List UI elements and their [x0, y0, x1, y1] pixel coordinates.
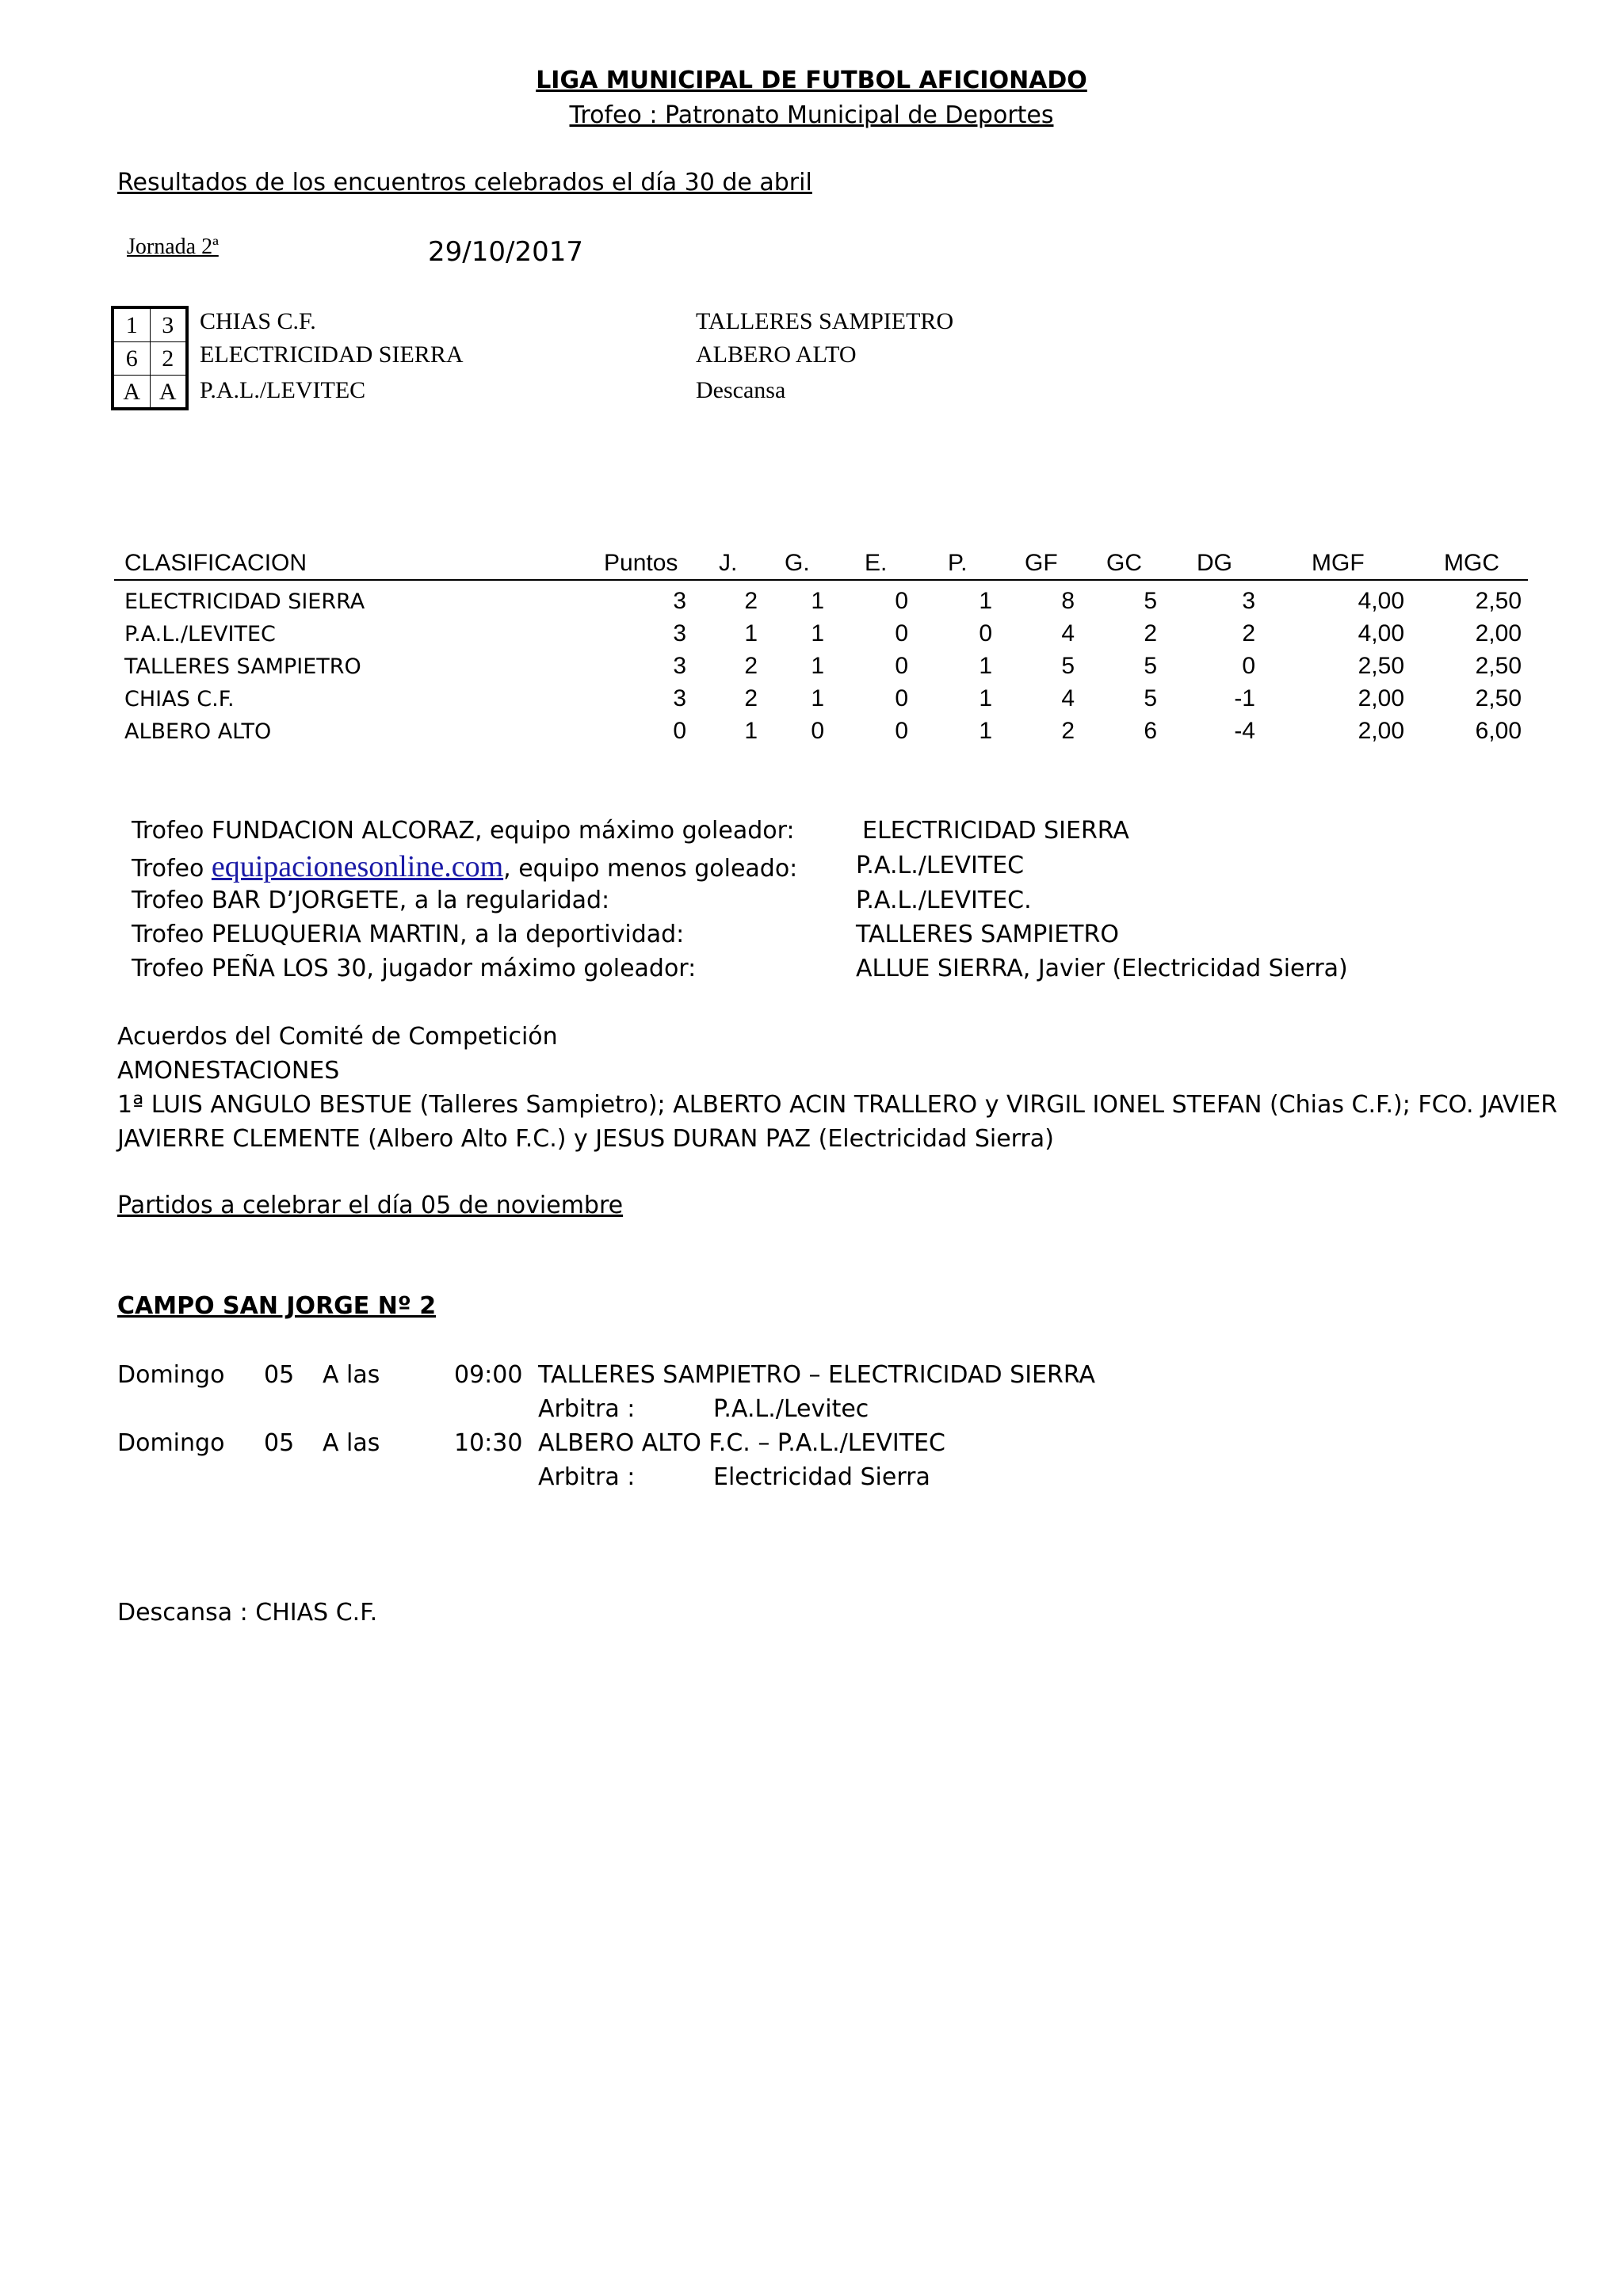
- schedule-at: A las: [323, 1429, 380, 1457]
- standings-cell-puntos: 0: [673, 718, 686, 744]
- trophy-label-prefix: Trofeo: [132, 855, 212, 883]
- standings-header-g: G.: [785, 550, 810, 576]
- standings-cell-e: 0: [895, 685, 908, 711]
- standings-header-dg: DG: [1197, 550, 1232, 576]
- trophy-sponsor-link[interactable]: equipacionesonline.com: [211, 850, 504, 883]
- match-away-team: ALBERO ALTO: [696, 341, 857, 368]
- standings-team-name: TALLERES SAMPIETRO: [124, 654, 361, 679]
- standings-team-name: ELECTRICIDAD SIERRA: [124, 589, 365, 614]
- standings-cell-e: 0: [895, 588, 908, 614]
- away-score: 3: [162, 311, 174, 338]
- match-home-team: P.A.L./LEVITEC: [200, 377, 366, 403]
- standings-cell-gf: 2: [1061, 718, 1075, 744]
- score-row: [114, 342, 185, 376]
- results-heading: Resultados de los encuentros celebrados el día 30 de abril: [117, 169, 812, 196]
- schedule-time: 10:30: [454, 1429, 523, 1457]
- schedule-day: Domingo: [117, 1429, 225, 1457]
- standings-cell-mgf: 4,00: [1358, 620, 1404, 646]
- schedule-match: ALBERO ALTO F.C. – P.A.L./LEVITEC: [538, 1429, 945, 1457]
- standings-cell-dg: 0: [1242, 653, 1255, 679]
- standings-header-clasificacion: CLASIFICACION: [124, 550, 307, 576]
- standings-divider: [114, 579, 1528, 581]
- standings-cell-gc: 5: [1144, 588, 1157, 614]
- standings-header-mgf: MGF: [1312, 550, 1365, 576]
- standings-team-name: ALBERO ALTO: [124, 719, 272, 744]
- schedule-heading: Partidos a celebrar el día 05 de noviembre: [117, 1192, 624, 1219]
- schedule-match: TALLERES SAMPIETRO – ELECTRICIDAD SIERRA: [538, 1361, 1095, 1389]
- schedule-time: 09:00: [454, 1361, 523, 1389]
- standings-cell-g: 1: [811, 588, 824, 614]
- standings-cell-gc: 5: [1144, 685, 1157, 711]
- standings-cell-mgc: 2,50: [1475, 588, 1522, 614]
- standings-cell-p: 1: [979, 718, 992, 744]
- trophy-label: [132, 849, 797, 884]
- standings-cell-dg: 3: [1242, 588, 1255, 614]
- trophy-winner: P.A.L./LEVITEC.: [856, 887, 1032, 914]
- committee-text-line: 1ª LUIS ANGULO BESTUE (Talleres Sampietro); ALBERTO ACIN TRALLERO y VIRGIL IONEL STEFAN (Chias C.F.); FCO. JAVIER: [117, 1091, 1558, 1119]
- standings-cell-gc: 2: [1144, 620, 1157, 646]
- standings-cell-dg: 2: [1242, 620, 1255, 646]
- standings-cell-mgf: 2,00: [1358, 718, 1404, 744]
- standings-cell-dg: -1: [1234, 685, 1255, 711]
- score-box: [111, 306, 189, 410]
- standings-cell-puntos: 3: [673, 653, 686, 679]
- trophy-label: Trofeo PEÑA LOS 30, jugador máximo goleador:: [132, 955, 697, 982]
- standings-cell-mgc: 2,50: [1475, 685, 1522, 711]
- schedule-day: Domingo: [117, 1361, 225, 1389]
- standings-header-e: E.: [865, 550, 888, 576]
- match-home-team: CHIAS C.F.: [200, 308, 316, 334]
- away-score: 2: [162, 345, 174, 372]
- trophy-label: Trofeo PELUQUERIA MARTIN, a la deportividad:: [132, 921, 685, 948]
- trophy-label-suffix: , equipo menos goleado:: [503, 855, 798, 883]
- home-score: 6: [114, 342, 151, 375]
- trophy-label: Trofeo BAR D’JORGETE, a la regularidad:: [132, 887, 610, 914]
- trophy-label: Trofeo FUNDACION ALCORAZ, equipo máximo goleador:: [132, 817, 795, 845]
- standings-cell-p: 0: [979, 620, 992, 646]
- standings-header-puntos: Puntos: [604, 550, 678, 576]
- standings-cell-j: 2: [744, 653, 758, 679]
- schedule-date: 05: [264, 1361, 295, 1389]
- home-score: A: [114, 376, 151, 408]
- standings-team-name: CHIAS C.F.: [124, 687, 235, 711]
- standings-cell-mgc: 6,00: [1475, 718, 1522, 744]
- match-away-team: TALLERES SAMPIETRO: [696, 308, 954, 334]
- venue-heading: CAMPO SAN JORGE Nº 2: [117, 1292, 437, 1320]
- committee-text-line: JAVIERRE CLEMENTE (Albero Alto F.C.) y JESUS DURAN PAZ (Electricidad Sierra): [117, 1125, 1054, 1153]
- standings-cell-j: 1: [744, 620, 758, 646]
- round-label: Jornada 2ª: [127, 235, 219, 259]
- standings-cell-g: 1: [811, 685, 824, 711]
- standings-cell-e: 0: [895, 718, 908, 744]
- standings-cell-e: 0: [895, 620, 908, 646]
- standings-cell-puntos: 3: [673, 588, 686, 614]
- schedule-date: 05: [264, 1429, 295, 1457]
- standings-cell-j: 1: [744, 718, 758, 744]
- standings-team-name: P.A.L./LEVITEC: [124, 622, 276, 646]
- standings-cell-gc: 6: [1144, 718, 1157, 744]
- schedule-at: A las: [323, 1361, 380, 1389]
- standings-cell-mgf: 2,00: [1358, 685, 1404, 711]
- schedule-referee: Electricidad Sierra: [713, 1463, 930, 1491]
- committee-subheading: AMONESTACIONES: [117, 1057, 340, 1085]
- standings-cell-j: 2: [744, 685, 758, 711]
- standings-cell-gf: 4: [1061, 620, 1075, 646]
- schedule-referee-label: Arbitra :: [538, 1463, 636, 1491]
- home-score: 1: [114, 309, 151, 341]
- standings-cell-j: 2: [744, 588, 758, 614]
- away-score: A: [158, 378, 177, 405]
- standings-cell-gf: 5: [1061, 653, 1075, 679]
- document-title: LIGA MUNICIPAL DE FUTBOL AFICIONADO: [536, 67, 1087, 94]
- trophy-winner: P.A.L./LEVITEC: [856, 852, 1025, 879]
- score-row: [114, 376, 185, 408]
- standings-header-mgc: MGC: [1444, 550, 1499, 576]
- standings-cell-puntos: 3: [673, 685, 686, 711]
- committee-heading: Acuerdos del Comité de Competición: [117, 1023, 558, 1051]
- standings-cell-e: 0: [895, 653, 908, 679]
- standings-cell-p: 1: [979, 653, 992, 679]
- standings-cell-mgc: 2,00: [1475, 620, 1522, 646]
- standings-header-gf: GF: [1025, 550, 1058, 576]
- match-home-team: ELECTRICIDAD SIERRA: [200, 341, 464, 368]
- standings-cell-gc: 5: [1144, 653, 1157, 679]
- standings-cell-mgf: 4,00: [1358, 588, 1404, 614]
- score-row: [114, 309, 185, 342]
- standings-cell-dg: -4: [1234, 718, 1255, 744]
- standings-cell-p: 1: [979, 588, 992, 614]
- round-date: 29/10/2017: [428, 236, 583, 268]
- standings-cell-g: 1: [811, 620, 824, 646]
- standings-cell-g: 1: [811, 653, 824, 679]
- match-away-team: Descansa: [696, 377, 786, 403]
- standings-header-gc: GC: [1106, 550, 1142, 576]
- trophy-winner: ALLUE SIERRA, Javier (Electricidad Sierra): [856, 955, 1348, 982]
- trophy-winner: TALLERES SAMPIETRO: [856, 921, 1119, 948]
- standings-cell-gf: 8: [1061, 588, 1075, 614]
- standings-header-p: P.: [948, 550, 968, 576]
- schedule-referee: P.A.L./Levitec: [713, 1395, 869, 1423]
- schedule-referee-label: Arbitra :: [538, 1395, 636, 1423]
- standings-cell-mgc: 2,50: [1475, 653, 1522, 679]
- standings-cell-gf: 4: [1061, 685, 1075, 711]
- trophy-winner: ELECTRICIDAD SIERRA: [862, 817, 1129, 845]
- standings-header-j: J.: [719, 550, 738, 576]
- standings-cell-g: 0: [811, 718, 824, 744]
- standings-cell-puntos: 3: [673, 620, 686, 646]
- standings-cell-mgf: 2,50: [1358, 653, 1404, 679]
- standings-cell-p: 1: [979, 685, 992, 711]
- rest-team-note: Descansa : CHIAS C.F.: [117, 1599, 378, 1627]
- document-subtitle: Trofeo : Patronato Municipal de Deportes: [569, 101, 1054, 129]
